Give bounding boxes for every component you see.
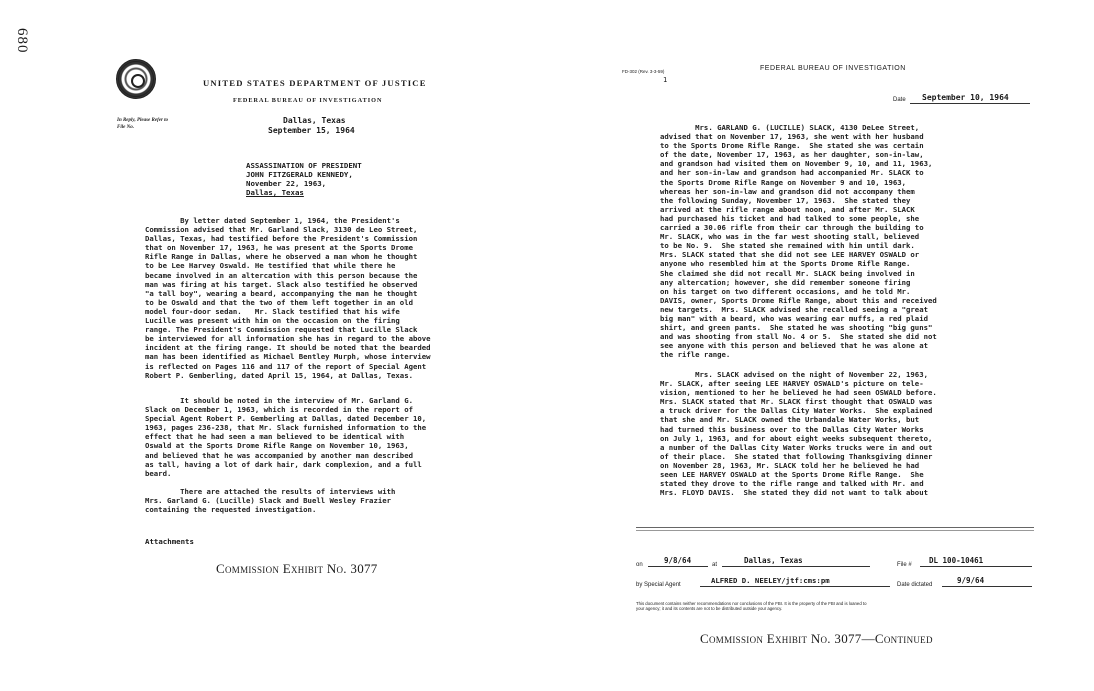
text-line: vision, mentioned to her he believed he had seen OSWALD before.	[660, 388, 937, 398]
text-line: became involved in an altercation with this person because the	[145, 270, 418, 280]
text-line: to be Lee Harvey Oswald. He testified that while there he	[145, 261, 396, 271]
form-number: FD-302 (Rev. 3-3-59)	[622, 69, 665, 74]
subject-line-3: November 22, 1963,	[246, 179, 327, 188]
on-value: 9/8/64	[664, 556, 692, 565]
text-line: It should be noted in the interview of Mr. Garland G.	[145, 396, 413, 405]
text-line: man was firing at his target. Slack also testified he observed	[145, 279, 418, 289]
subject-line-1: ASSASSINATION OF PRESIDENT	[246, 161, 362, 170]
by-agent-label: by Special Agent	[636, 582, 681, 588]
text-line: new targets. Mrs. SLACK advised she recalled seeing a "great	[660, 304, 928, 314]
attachments-label: Attachments	[145, 537, 194, 546]
text-line: on his target on two different occasions, and he told Mr.	[660, 286, 911, 296]
text-line: that she and Mr. SLACK owned the Urbandale Water Works, but	[660, 415, 920, 425]
report-paragraph-2	[660, 370, 937, 497]
text-line: model four-door sedan. Mr. Slack testified that his wife	[145, 306, 400, 316]
on-label: on	[636, 562, 643, 568]
text-line: a truck driver for the Dallas City Water Works. She explained	[660, 406, 933, 416]
subject-line-2: JOHN FITZGERALD KENNEDY,	[246, 170, 353, 179]
letter-paragraph-1	[145, 216, 431, 380]
text-line: DAVIS, owner, Sports Drome Rifle Range, about this and received	[660, 295, 937, 305]
text-line: the following Sunday, November 17, 1963. She stated they	[660, 195, 911, 205]
text-line: arrived at the rifle range about noon, and after Mr. SLACK	[660, 204, 915, 214]
text-line: Mrs. SLACK stated that Mr. SLACK first thought that OSWALD was	[660, 397, 933, 407]
page-mark: 1	[663, 76, 668, 84]
at-label: at	[712, 562, 718, 568]
by-agent-value: ALFRED D. NEELEY/jtf:cms:pm	[711, 576, 830, 585]
date-dictated-label: Date dictated	[897, 582, 933, 588]
text-line: had purchased his ticket and had talked to some people, she	[660, 213, 920, 223]
text-line: Mrs. Garland G. (Lucille) Slack and Buell Wesley Frazier	[145, 496, 392, 506]
bureau-heading: FEDERAL BUREAU OF INVESTIGATION	[233, 97, 383, 104]
date-dictated-value: 9/9/64	[957, 576, 985, 585]
text-line: Special Agent Robert P. Gemberling at Dallas, dated December 10,	[145, 414, 427, 424]
doj-seal-icon	[116, 59, 156, 99]
department-heading: UNITED STATES DEPARTMENT OF JUSTICE	[203, 78, 427, 88]
text-line: Mr. SLACK, who was in the far west shooting stall, believed	[660, 232, 920, 242]
text-line: "a tall boy", wearing a beard, accompanying the man he thought	[145, 288, 418, 298]
text-line: Mrs. FLOYD DAVIS. She stated they did not want to talk about	[660, 488, 928, 498]
text-line: a number of the Dallas City Water Works trucks were in and out	[660, 442, 933, 452]
fbi-heading: FEDERAL BUREAU OF INVESTIGATION	[760, 65, 906, 72]
letter-date: September 15, 1964	[268, 126, 355, 135]
text-line: see anyone with this person and believed that he was alone at	[660, 341, 928, 351]
text-line: is reflected on Pages 116 and 117 of the report of Special Agent	[145, 361, 427, 371]
disclaimer-line-2: your agency; it and its contents are not to be distributed outside your agency.	[636, 606, 783, 611]
page-number: 680	[14, 28, 30, 54]
text-line: There are attached the results of interviews with	[145, 487, 396, 496]
letter-paragraph-2	[145, 396, 426, 478]
text-line: any altercation; however, she did remember someone firing	[660, 277, 911, 287]
text-line: range. The President's Commission requested that Lucille Slack	[145, 325, 418, 335]
at-value: Dallas, Texas	[744, 556, 803, 565]
text-line: and was shooting from stall No. 4 or 5. She stated she did not	[660, 332, 937, 342]
text-line: Oswald at the Sports Drome Rifle Range on November 10, 1963,	[145, 441, 409, 451]
text-line: and grandson had visited them on November 9, 10, and 11, 1963,	[660, 159, 933, 169]
text-line: to be No. 9. She stated she remained with him until dark.	[660, 241, 915, 251]
text-line: big man" with a beard, who was wearing ear muffs, a red plaid	[660, 313, 928, 323]
text-line: of their place. She stated that following Thanksgiving dinner	[660, 451, 933, 461]
text-line: Mr. SLACK, after seeing LEE HARVEY OSWALD's picture on tele-	[660, 379, 924, 389]
file-label: File #	[897, 562, 912, 568]
text-line: on July 1, 1963, and for about eight weeks subsequent thereto,	[660, 433, 933, 443]
text-line: to be Oswald and that the two of them left together in an old	[145, 297, 413, 307]
text-line: whereas her son-in-law and grandson did not accompany them	[660, 186, 915, 196]
text-line: man has been identified as Michael Bentley Murph, whose interview	[145, 352, 431, 362]
text-line: the rifle range.	[660, 350, 731, 360]
text-line: stated they drove to the rifle range and talked with Mr. and	[660, 479, 924, 489]
text-line: to the Sports Drome Rifle Range. She stated she was certain	[660, 141, 924, 151]
text-line: the Sports Drome Rifle Range on November 9 and 10, 1963,	[660, 177, 907, 187]
text-line: as tall, having a lot of dark hair, dark complexion, and a full	[145, 459, 422, 469]
text-line: advised that on November 17, 1963, she went with her husband	[660, 132, 924, 142]
text-line: Mrs. SLACK advised on the night of November 22, 1963,	[660, 370, 928, 379]
text-line: had turned this business over to the Dallas City Water Works	[660, 424, 924, 434]
exhibit-caption-right: Commission Exhibit No. 3077—Continued	[700, 631, 933, 646]
text-line: and her son-in-law and grandson had accompanied Mr. SLACK to	[660, 168, 924, 178]
reply-note-2: File No.	[117, 125, 134, 130]
text-line: seen LEE HARVEY OSWALD at the Sports Drome Rifle Range. She	[660, 470, 924, 480]
text-line: and believed that he was accompanied by another man described	[145, 450, 413, 460]
report-paragraph-1	[660, 123, 937, 359]
text-line: beard.	[145, 468, 172, 478]
text-line: By letter dated September 1, 1964, the President's	[145, 216, 400, 225]
letter-city: Dallas, Texas	[283, 116, 346, 125]
text-line: Slack on December 1, 1963, which is recorded in the report of	[145, 405, 413, 415]
text-line: Robert P. Gemberling, dated April 15, 1964, at Dallas, Texas.	[145, 370, 413, 380]
text-line: that on November 17, 1963, he was present at the Sports Drome	[145, 243, 413, 253]
text-line: shirt, and green pants. She stated he was shooting "big guns"	[660, 323, 933, 333]
reply-note-1: In Reply, Please Refer to	[117, 118, 169, 123]
text-line: Lucille was present with him on the occasion on the firing	[145, 316, 400, 326]
text-line: Mrs. SLACK stated that she did not see LEE HARVEY OSWALD or	[660, 250, 920, 260]
text-line: She claimed she did not recall Mr. SLACK being involved in	[660, 268, 915, 278]
date-label: Date	[893, 97, 906, 103]
text-line: of the date, November 17, 1963, as her daughter, son-in-law,	[660, 150, 924, 160]
exhibit-caption-left: Commission Exhibit No. 3077	[216, 561, 378, 576]
text-line: containing the requested investigation.	[145, 505, 317, 515]
text-line: anyone who resembled him at the Sports Drome Rifle Range.	[660, 259, 911, 269]
text-line: Mrs. GARLAND G. (LUCILLE) SLACK, 4130 DeLee Street,	[660, 123, 920, 132]
file-value: DL 100-10461	[929, 556, 984, 565]
text-line: Rifle Range in Dallas, where he observed a man whom he thought	[145, 252, 418, 262]
text-line: be interviewed for all information she has in regard to the above	[145, 334, 431, 344]
disclaimer-line-1: This document contains neither recommendations nor conclusions of the FBI. It is the property of the FBI and is loaned to	[636, 601, 867, 606]
subject-line-4: Dallas, Texas	[246, 188, 304, 197]
text-line: Dallas, Texas, had testified before the President's Commission	[145, 234, 418, 244]
text-line: carried a 30.06 rifle from their car through the building to	[660, 223, 924, 233]
letter-paragraph-3	[145, 487, 395, 514]
text-line: incident at the firing range. It should be noted that the bearded	[145, 343, 431, 353]
text-line: on November 28, 1963, Mr. SLACK told her he believed he had	[660, 460, 920, 470]
text-line: effect that he had seen a man believed to be identical with	[145, 432, 405, 442]
text-line: 1963, pages 236-238, that Mr. Slack furnished information to the	[145, 423, 427, 433]
date-value: September 10, 1964	[922, 93, 1009, 102]
text-line: Commission advised that Mr. Garland Slack, 3130 de Leo Street,	[145, 225, 418, 235]
